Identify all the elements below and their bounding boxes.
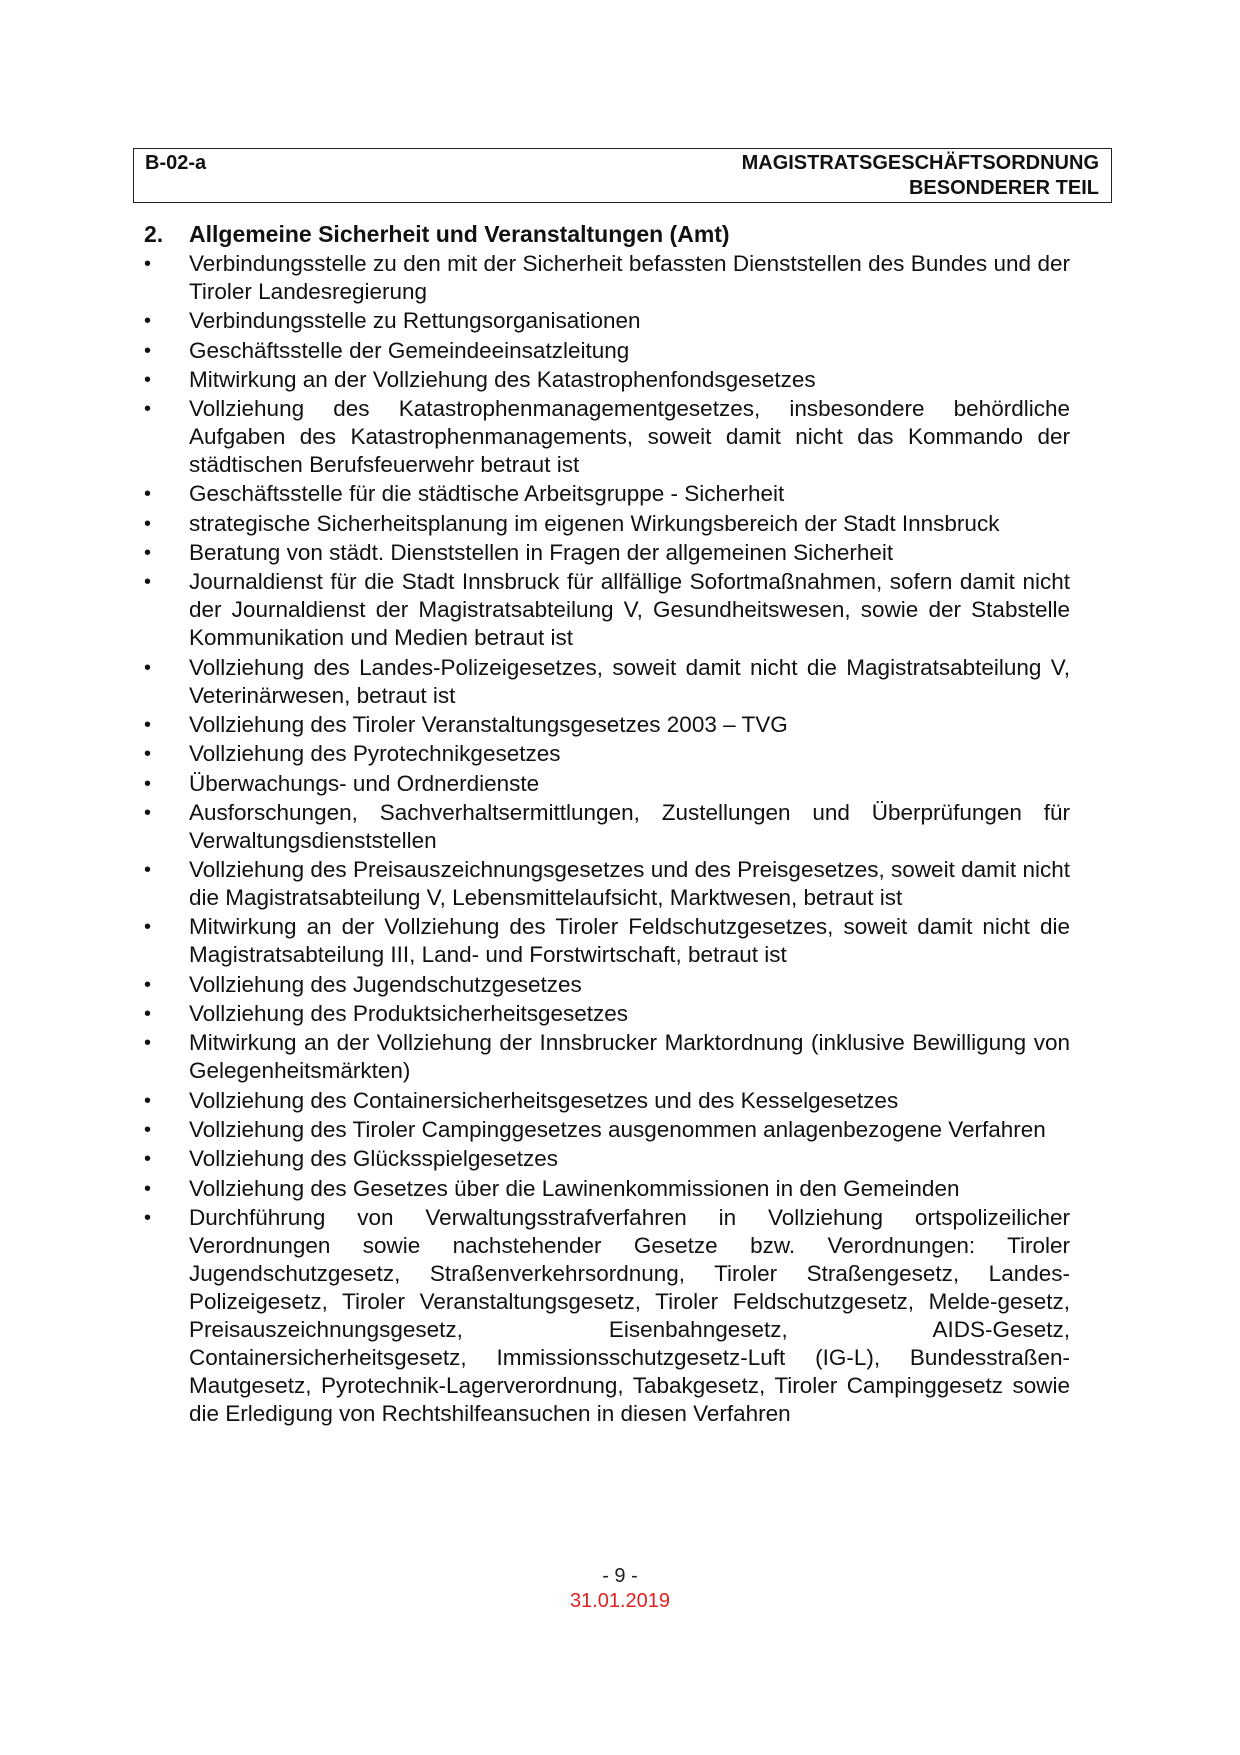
list-item <box>144 337 1070 365</box>
section-heading <box>144 220 1070 248</box>
bullet-icon: • <box>144 368 152 391</box>
bullet-icon: • <box>144 253 152 275</box>
document-title-line2: BESONDERER TEIL <box>908 177 1099 199</box>
list-item-text: Mitwirkung an der Vollziehung der Innsbrucker Marktordnung (inklusive Bewilligung von Gelegenheitsmärkten) <box>189 1030 1070 1084</box>
list-item-text: Vollziehung des Produktsicherheitsgesetzes <box>189 1001 629 1027</box>
bullet-icon: • <box>144 1148 152 1171</box>
list-item-text: Vollziehung des Tiroler Campinggesetzes ausgenommen anlagenbezogene Verfahren <box>189 1116 1046 1142</box>
list-item-text: Durchführung von Verwaltungsstrafverfahren in Vollziehung ortspolizeilicher Verordnungen sowie nachstehender Gesetze bzw. Verordnungen: Tiroler Jugendschutzgesetz, Straßenverkehrsordnung, Tiroler Straßengesetz, Landes-Polizeigesetz, Tiroler Veranstaltungsgesetz, Tiroler Feldschutzgesetz, Melde-gesetz, Preisauszeichnungsgesetz, Eisenbahngesetz, AIDS-Gesetz, Containersicherheitsgesetz, Immissionsschutzgesetz-Luft (IG-L), Bundesstraßen-Mautgesetz, Pyrotechnik-Lagerverordnung, Tabakgesetz, Tiroler Campinggesetz sowie die Erledigung von Rechtshilfeansuchen in diesen Verfahren <box>189 1204 1070 1426</box>
bullet-icon: • <box>144 339 152 362</box>
list-item <box>144 1000 1070 1028</box>
bullet-icon: • <box>144 1177 152 1200</box>
list-item <box>144 510 1070 538</box>
document-header <box>133 148 1112 203</box>
list-item-text: Vollziehung des Katastrophenmanagementgesetzes, insbesondere behördliche Aufgaben des Katastrophenmanagements, soweit damit nicht das Kommando der städtischen Berufsfeuerwehr betraut ist <box>189 396 1070 478</box>
section-number: 2. <box>144 221 164 247</box>
list-item <box>144 1204 1070 1428</box>
list-item <box>144 366 1070 394</box>
list-item-text: Vollziehung des Glücksspielgesetzes <box>189 1146 558 1172</box>
bullet-icon: • <box>144 571 152 594</box>
bullet-icon: • <box>144 713 152 736</box>
bullet-icon: • <box>144 1118 152 1141</box>
list-item-text: Vollziehung des Gesetzes über die Lawinenkommissionen in den Gemeinden <box>189 1175 960 1201</box>
bullet-icon: • <box>144 512 152 535</box>
list-item-text: Vollziehung des Tiroler Veranstaltungsgesetzes 2003 – TVG <box>189 711 788 737</box>
document-title <box>742 151 1099 201</box>
list-item-text: Vollziehung des Preisauszeichnungsgesetzes und des Preisgesetzes, soweit damit nicht die Magistratsabteilung V, Lebensmittelaufsicht, Marktwesen, betraut ist <box>189 857 1070 911</box>
document-body <box>144 220 1070 1429</box>
list-item-text: Vollziehung des Containersicherheitsgesetzes und des Kesselgesetzes <box>189 1087 899 1113</box>
responsibility-list <box>144 250 1070 1428</box>
list-item-text: Beratung von städt. Dienststellen in Fragen der allgemeinen Sicherheit <box>189 540 894 566</box>
list-item-text: Verbindungsstelle zu den mit der Sicherheit befassten Dienststellen des Bundes und der Tiroler Landesregierung <box>189 251 1070 304</box>
list-item <box>144 250 1070 306</box>
document-title-line1: MAGISTRATSGESCHÄFTSORDNUNG <box>741 152 1099 174</box>
list-item <box>144 307 1070 335</box>
section-title: Allgemeine Sicherheit und Veranstaltungen (Amt) <box>189 221 730 247</box>
bullet-icon: • <box>144 310 152 333</box>
list-item <box>144 711 1070 739</box>
list-item-text: Überwachungs- und Ordnerdienste <box>189 770 540 796</box>
list-item-text: Mitwirkung an der Vollziehung des Tiroler Feldschutzgesetzes, soweit damit nicht die Magistratsabteilung III, Land- und Forstwirtschaft, betraut ist <box>189 914 1070 968</box>
bullet-icon: • <box>144 1003 152 1026</box>
bullet-icon: • <box>144 398 152 421</box>
list-item-text: Journaldienst für die Stadt Innsbruck für allfällige Sofortmaßnahmen, sofern damit nicht der Journaldienst der Magistratsabteilung V, Gesundheitswesen, sowie der Stabstelle Kommunikation und Medien betraut ist <box>189 569 1070 651</box>
list-item-text: strategische Sicherheitsplanung im eigenen Wirkungsbereich der Stadt Innsbruck <box>189 510 1000 536</box>
document-date: 31.01.2019 <box>569 1590 671 1612</box>
bullet-icon: • <box>144 859 152 882</box>
list-item <box>144 1145 1070 1173</box>
bullet-icon: • <box>144 656 152 679</box>
list-item <box>144 395 1070 479</box>
list-item <box>144 913 1070 969</box>
list-item <box>144 1029 1070 1085</box>
list-item-text: Vollziehung des Pyrotechnikgesetzes <box>189 741 561 767</box>
list-item-text: Verbindungsstelle zu Rettungsorganisationen <box>189 308 641 334</box>
bullet-icon: • <box>144 916 152 939</box>
list-item <box>144 740 1070 768</box>
list-item <box>144 971 1070 999</box>
list-item <box>144 1087 1070 1115</box>
list-item <box>144 856 1070 912</box>
bullet-icon: • <box>144 1032 152 1055</box>
bullet-icon: • <box>144 1206 152 1229</box>
list-item-text: Geschäftsstelle der Gemeindeeinsatzleitung <box>189 337 630 363</box>
bullet-icon: • <box>144 483 152 506</box>
list-item <box>144 480 1070 508</box>
bullet-icon: • <box>144 801 152 824</box>
list-item <box>144 1175 1070 1203</box>
list-item-text: Ausforschungen, Sachverhaltsermittlungen, Zustellungen und Überprüfungen für Verwaltungsdienststellen <box>189 799 1070 853</box>
list-item <box>144 539 1070 567</box>
list-item-text: Vollziehung des Jugendschutzgesetzes <box>189 971 582 997</box>
list-item-text: Vollziehung des Landes-Polizeigesetzes, soweit damit nicht die Magistratsabteilung V, Veterinärwesen, betraut ist <box>189 654 1070 708</box>
bullet-icon: • <box>144 743 152 766</box>
list-item <box>144 770 1070 798</box>
list-item-text: Geschäftsstelle für die städtische Arbeitsgruppe - Sicherheit <box>189 481 785 507</box>
list-item <box>144 568 1070 652</box>
bullet-icon: • <box>144 772 152 795</box>
bullet-icon: • <box>144 1089 152 1112</box>
list-item <box>144 1116 1070 1144</box>
bullet-icon: • <box>144 542 152 565</box>
list-item <box>144 654 1070 710</box>
page-number: - 9 - <box>602 1565 638 1587</box>
list-item <box>144 799 1070 855</box>
bullet-icon: • <box>144 973 152 996</box>
list-item-text: Mitwirkung an der Vollziehung des Katastrophenfondsgesetzes <box>189 366 816 392</box>
document-code: B-02-a <box>145 152 207 174</box>
